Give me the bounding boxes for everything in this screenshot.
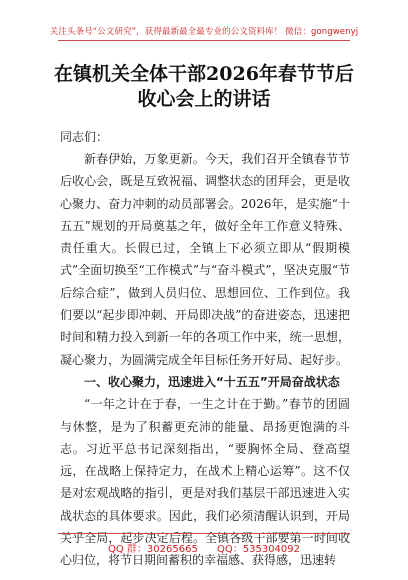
section-heading: 一、收心聚力，迅速进入“十五五”开局奋战状态	[84, 374, 340, 389]
footer	[0, 540, 408, 555]
footer-qq-group: QQ 群：30265665	[107, 544, 198, 555]
paragraph: 新春伊始，万象更新。今天，我们召开全镇春节节后收心会，既是互致祝福、调整状态的团拜会，更是收心聚力、奋力冲刺的动员部署会。2026年，是实施“十五五”规划的开局奠基之年，做好全年工作意义特殊、责任重大。长假已过，全镇上下必须立即从“假期模式”全面切换至“工作模式”与“奋斗模式”，坚决克服“节后综合症”，做到人员归位、思想回位、工作到位。我们要以“起步即冲刺、开局即决战”的奋进姿态，迅速把时间和精力投入到新一年的各项工作中来，统一思想，凝心聚力，为圆满完成全年目标任务开好局、起好步。	[60, 152, 350, 367]
document-title: 在镇机关全体干部2026年春节节后收心会上的讲话	[54, 63, 354, 110]
footer-qq: QQ：535304092	[217, 544, 301, 555]
banner-promo-text: 关注头条号“公文研究”，获得最新最全最专业的公文资料库！ 微信：gongwenyj	[49, 27, 359, 37]
document-body	[60, 148, 350, 572]
header-banner	[0, 0, 408, 60]
salutation: 同志们：	[60, 130, 109, 144]
footer-divider	[58, 533, 350, 534]
banner-divider	[58, 40, 350, 41]
paragraph: “一年之计在于春，一生之计在于勤。”春节的团圆与休整，是为了积蓄更充沛的能量、昂扬更饱满的斗志。习近平总书记深刻指出，“要胸怀全局、登高望远，在战略上保持定力，在战术上精心运筹”。这不仅是对宏观战略的指引，更是对我们基层干部迅速进入实战状态的具体要求。因此，我们必须清醒认识到，开局关乎全局，起步决定后程。全镇各级干部要第一时间收心归位，将节日期间蓄积的幸福感、获得感，迅速转	[60, 397, 350, 568]
